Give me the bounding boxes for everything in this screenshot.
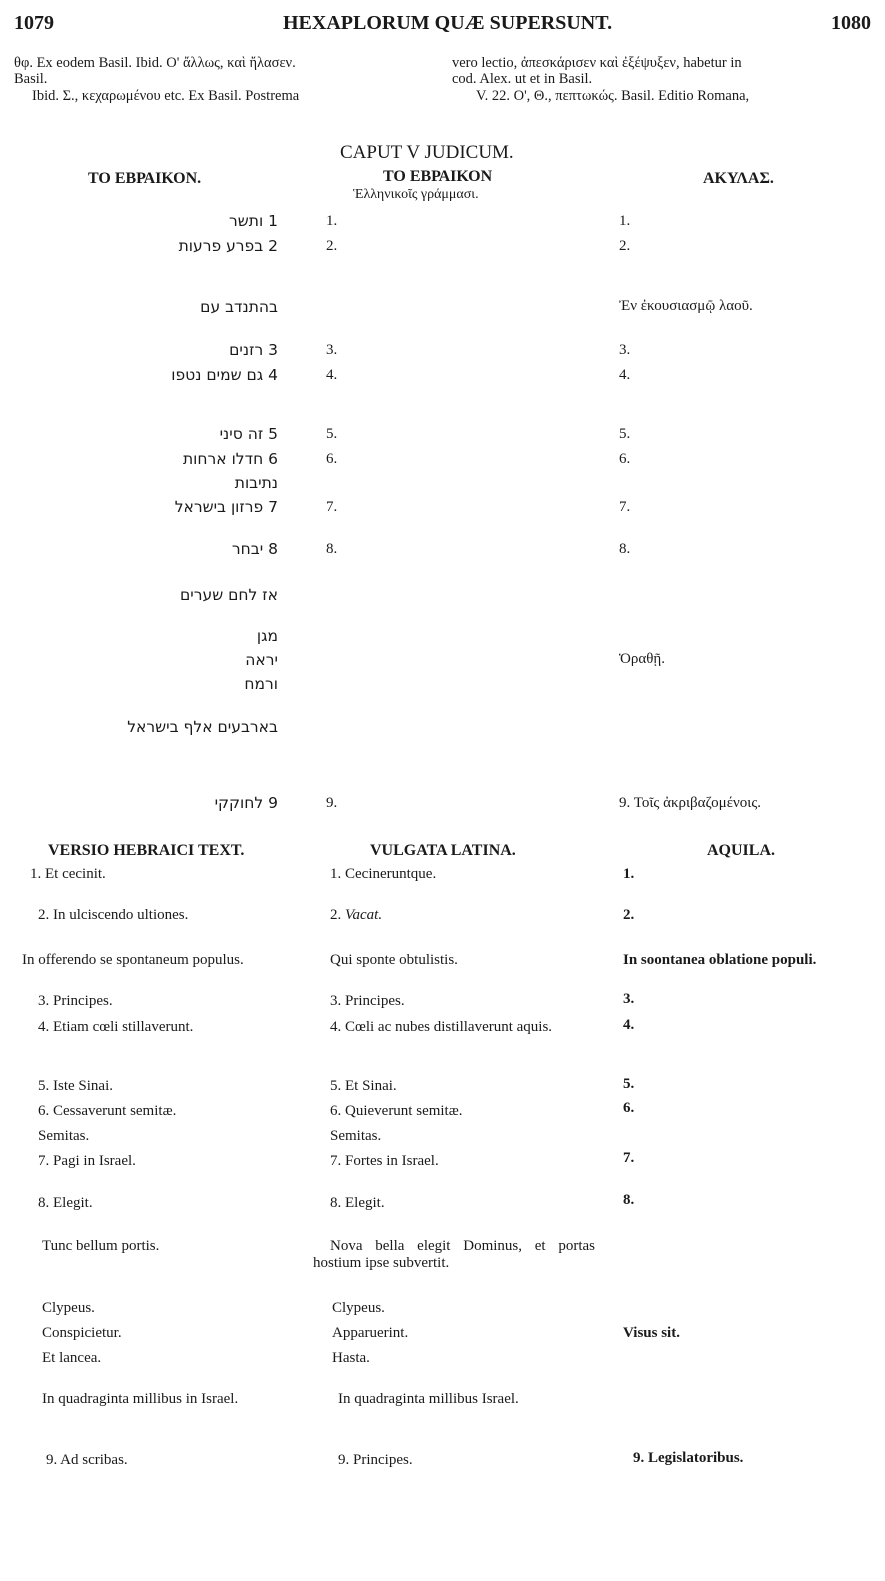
versio-line: 2. In ulciscendo ultiones. — [38, 907, 189, 923]
vulgata-line: Qui sponte obtulistis. — [330, 952, 458, 968]
vulgata-line: 9. Principes. — [338, 1452, 413, 1468]
versio-line: 4. Etiam cœli stillaverunt. — [38, 1019, 194, 1035]
vulgata-line: Hasta. — [332, 1350, 370, 1366]
versio-line: Tunc bellum portis. — [42, 1238, 160, 1254]
hebrew-line: 7 פרזון בישראל — [174, 498, 278, 516]
aquila-greek-entry: Ἐν ἐκουσιασμῷ λαοῦ. — [619, 298, 753, 314]
verse-number: 6. — [326, 451, 338, 467]
col-head-aquila-latin: AQUILA. — [707, 842, 776, 859]
vulgata-line: Nova bella elegit Dominus, et portas hostium ipse subvertit. — [313, 1238, 595, 1271]
running-title: HEXAPLORUM QUÆ SUPERSUNT. — [283, 12, 613, 34]
hebrew-line: ורמח — [244, 675, 278, 693]
aquila-latin-line: 1. — [623, 866, 635, 882]
versio-line: 9. Ad scribas. — [46, 1452, 128, 1468]
note-right-line3: V. 22. Ο', Θ., πεπτωκώς. Basil. Editio Romana, — [476, 88, 750, 104]
hebrew-line: יראה — [245, 651, 278, 669]
aquila-latin-line: 2. — [623, 907, 635, 923]
aquila-greek-entry: 7. — [619, 499, 631, 515]
versio-line: Clypeus. — [42, 1300, 95, 1316]
aquila-latin-line: 4. — [623, 1017, 635, 1033]
aquila-greek-entry: 5. — [619, 426, 631, 442]
aquila-greek-entry: 2. — [619, 238, 631, 254]
verse-number: 7. — [326, 499, 338, 515]
vulgata-line: 3. Principes. — [330, 993, 405, 1009]
aquila-latin-line: 7. — [623, 1150, 635, 1166]
vulgata-line: Semitas. — [330, 1128, 382, 1144]
hebrew-line: 3 רזנים — [229, 341, 278, 359]
verse-number: 5. — [326, 426, 338, 442]
col-head-versio: VERSIO HEBRAICI TEXT. — [48, 842, 245, 859]
hebrew-line: 4 גם שמים נטפו — [171, 366, 278, 384]
versio-line: In quadraginta millibus in Israel. — [42, 1391, 239, 1407]
vulgata-line: 6. Quieverunt semitæ. — [330, 1103, 463, 1119]
hebrew-line: מגן — [256, 627, 278, 645]
verse-number: 3. — [326, 342, 338, 358]
verse-number: 1. — [326, 213, 338, 229]
versio-line: 5. Iste Sinai. — [38, 1078, 113, 1094]
chapter-title: CAPUT V JUDICUM. — [340, 142, 514, 163]
versio-line: 1. Et cecinit. — [30, 866, 106, 882]
vulgata-verse-2-number: 2. — [330, 907, 342, 923]
aquila-greek-entry: 6. — [619, 451, 631, 467]
hebrew-line: 8 יבחר — [231, 540, 278, 558]
vulgata-line: 7. Fortes in Israel. — [330, 1153, 439, 1169]
verse-number: 8. — [326, 541, 338, 557]
col-head-hebrew: ΤΟ ΕΒΡΑΙΚΟΝ. — [88, 170, 202, 187]
aquila-latin-line: 8. — [623, 1192, 635, 1208]
aquila-latin-line: 5. — [623, 1076, 635, 1092]
vulgata-line: Clypeus. — [332, 1300, 385, 1316]
versio-line: Semitas. — [38, 1128, 90, 1144]
aquila-greek-entry: 1. — [619, 213, 631, 229]
aquila-latin-line: 6. — [623, 1100, 635, 1116]
vulgata-vacat: Vacat. — [345, 907, 383, 923]
versio-line: 7. Pagi in Israel. — [38, 1153, 136, 1169]
vulgata-line: 4. Cœli ac nubes distillaverunt aquis. — [330, 1019, 553, 1035]
verse-number: 4. — [326, 367, 338, 383]
col-head-aquila-greek: ΑΚΥΛΑΣ. — [703, 170, 774, 187]
col-subhead-greek-letters: Ἑλληνικοῖς γράμμασι. — [353, 187, 479, 202]
verse-number: 2. — [326, 238, 338, 254]
versio-line: 3. Principes. — [38, 993, 113, 1009]
hebrew-line: 2 בפרע פרעות — [178, 237, 278, 255]
note-right-line2: cod. Alex. ut et in Basil. — [452, 71, 593, 87]
hebrew-line: בארבעים אלף בישראל — [127, 718, 278, 736]
vulgata-line: 5. Et Sinai. — [330, 1078, 397, 1094]
hebrew-line: 9 לחוקקי — [214, 794, 278, 812]
verse-number: 9. — [326, 795, 338, 811]
vulgata-line: In quadraginta millibus Israel. — [338, 1391, 519, 1407]
hebrew-line: 1 ותשר — [229, 212, 278, 230]
vulgata-line — [330, 907, 382, 924]
aquila-greek-entry: 4. — [619, 367, 631, 383]
col-head-hebrew-greek: ΤΟ ΕΒΡΑΙΚΟΝ — [383, 168, 493, 185]
aquila-latin-line: 9. Legislatoribus. — [633, 1450, 744, 1466]
page-number-left: 1079 — [14, 12, 54, 34]
versio-line: 8. Elegit. — [38, 1195, 93, 1211]
versio-line: 6. Cessaverunt semitæ. — [38, 1103, 177, 1119]
aquila-greek-entry: 8. — [619, 541, 631, 557]
note-left-line1: θφ. Ex eodem Basil. Ibid. Ο' ἄλλως, καὶ ἤλασεν. — [14, 55, 296, 71]
hebrew-line: 5 זה סיני — [219, 425, 278, 443]
vulgata-line: Apparuerint. — [332, 1325, 409, 1341]
versio-line: Conspicietur. — [42, 1325, 122, 1341]
note-left-line3: Ibid. Σ., κεχαρωμένου etc. Ex Basil. Postrema — [32, 88, 300, 104]
aquila-greek-entry: 9. Τοῖς ἀκριβαζομένοις. — [619, 795, 762, 811]
col-head-vulgata: VULGATA LATINA. — [370, 842, 516, 859]
versio-line: Et lancea. — [42, 1350, 102, 1366]
vulgata-line: 1. Cecineruntque. — [330, 866, 437, 882]
hebrew-line: 6 חדלו ארחות — [183, 450, 278, 468]
vulgata-line: 8. Elegit. — [330, 1195, 385, 1211]
page-number-right: 1080 — [831, 12, 871, 34]
aquila-latin-line: 3. — [623, 991, 635, 1007]
versio-line: In offerendo se spontaneum populus. — [22, 952, 244, 968]
note-right-line1: vero lectio, ἀπεσκάρισεν καὶ ἐξέψυξεν, habetur in — [452, 55, 742, 71]
hebrew-line: אז לחם שערים — [180, 586, 278, 604]
aquila-latin-line: Visus sit. — [623, 1325, 680, 1341]
aquila-greek-entry: Ὁραθῇ. — [619, 651, 665, 667]
note-left-line2: Basil. — [14, 71, 48, 87]
hebrew-line: נתיבות — [234, 474, 278, 492]
aquila-greek-entry: 3. — [619, 342, 631, 358]
hebrew-line: בהתנדב עם — [200, 298, 278, 316]
aquila-latin-line: In soontanea oblatione populi. — [623, 952, 817, 968]
